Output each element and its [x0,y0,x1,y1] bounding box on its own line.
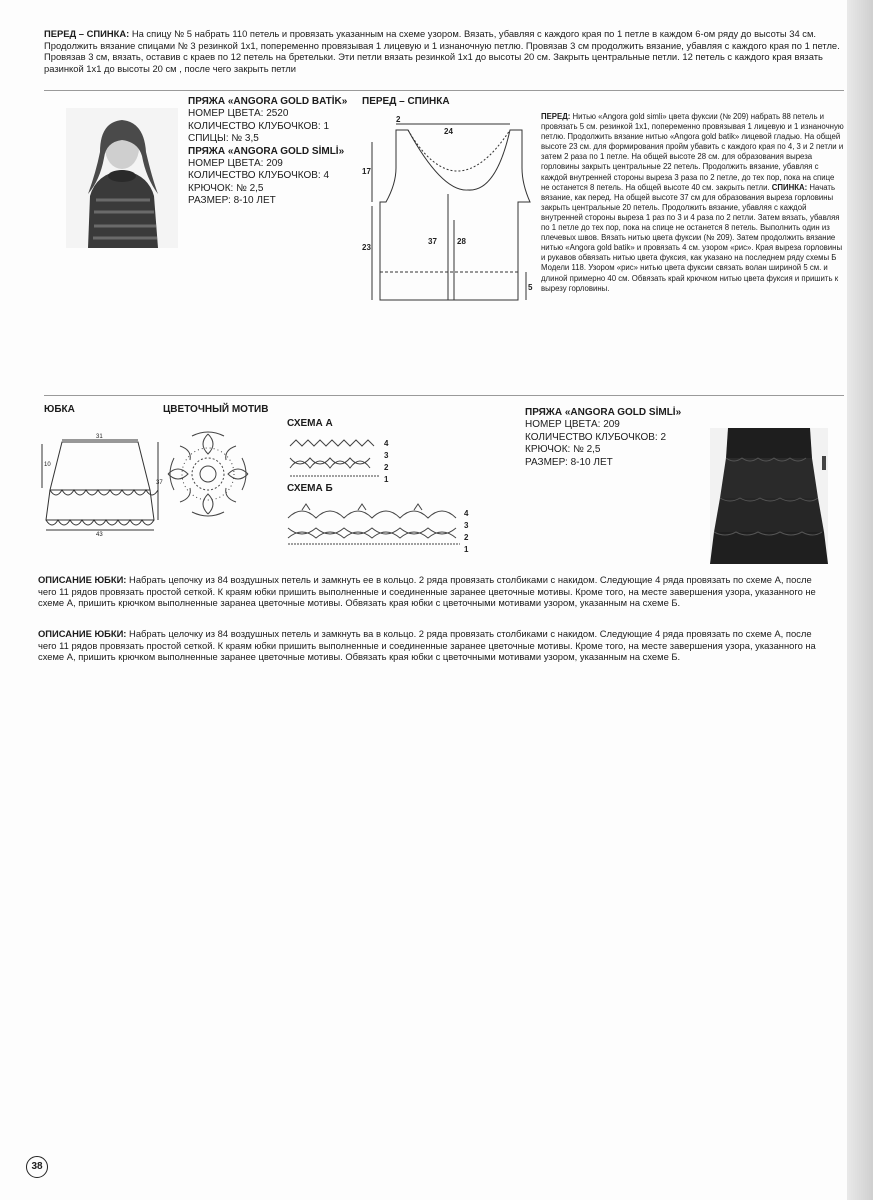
skirt-dim-10: 10 [44,462,51,468]
skirt-dim-43: 43 [96,532,103,536]
skirt-description-1 [38,574,824,609]
needle-size: СПИЦЫ: № 3,5 [188,133,259,145]
yarn2-color: НОМЕР ЦВЕТА: 209 [188,158,283,170]
skirt-dim-31: 31 [96,434,103,440]
dim-23: 23 [362,243,371,252]
size-label: РАЗМЕР: 8-10 ЛЕТ [188,195,276,207]
scheme-b-row-4: 4 [464,509,469,518]
dim-5: 5 [528,283,533,292]
yarn-spec-top [188,96,358,208]
scheme-b-title: СХЕМА Б [287,483,333,494]
skirt-dim-37: 37 [156,480,163,486]
flower-motif-diagram [164,428,252,520]
front-back-diagram-title: ПЕРЕД – СПИНКА [362,96,450,107]
photo-skirt [710,428,828,564]
back-heading: СПИНКА: [771,182,808,192]
skirt-description-2 [38,628,824,663]
skirt-desc-heading-2: ОПИСАНИЕ ЮБКИ: [38,628,127,639]
yarn2-count: КОЛИЧЕСТВО КЛУБОЧКОВ: 4 [188,170,330,182]
yarn1-count: КОЛИЧЕСТВО КЛУБОЧКОВ: 1 [188,120,330,132]
yarn-spec-skirt [525,407,695,469]
scheme-b-diagram [284,500,474,556]
scheme-b-row-3: 3 [464,521,469,530]
scheme-b-row-2: 2 [464,533,469,542]
photo-girl-top [66,108,178,248]
dim-2: 2 [396,115,401,124]
front-back-heading: ПЕРЕД – СПИНКА: [44,28,130,39]
yarn1-label: ПРЯЖА «ANGORA GOLD BATİK» [188,96,348,107]
page-edge-shadow [847,0,873,1200]
skirt-diagram [40,430,165,536]
skirt-size-label: РАЗМЕР: 8-10 ЛЕТ [525,456,613,468]
divider-mid [44,395,844,396]
front-back-instructions [541,112,845,294]
hook-size: КРЮЧОК: № 2,5 [188,182,264,194]
yarn2-label: ПРЯЖА «ANGORA GOLD SİMLİ» [188,145,345,157]
back-text: Начать вязание, как перед. На общей высоте 37 см для образования выреза горловины закрыть центральные 20 петель. Продолжить вязание, убавляя с каждой внутренней стороны выреза 1 раз по 3 и 4 раза по 2 петли. Затем вязать, убавляя по 1 петле до тех пор, пока на спице не останется 8 петель. Выполнить один из плечевых швов. Вязать нитью цвета фуксии (№ 209). Затем продолжить вязание нитью «Angora gold batik» и провязать 4 см. узором «рис». Края выреза горловины и рукавов обвязать нитью цвета фуксия, как указано на последнем ряду схемы Б Модели 118. Узором «рис» нитью цвета фуксии связать волан шириной 5 см. и длиной примерно 40 см. Обвязать край крючком нитью цвета фуксия и пришить к вырезу горловины. [541,182,843,293]
dim-17: 17 [362,167,371,176]
scheme-a-row-2: 2 [384,463,389,472]
dim-24: 24 [444,127,453,136]
front-text: Нитью «Angora gold simli» цвета фуксии (№ 209) набрать 88 петель и провязать 5 см. резинкой 1х1, попеременно провязывая 1 лицевую и 1 изнаночную петлю. Продолжить вязание нитью «Angora gold batik» лицевой гладью. На общей высоте 23 см. для формирования пройм убавить с каждого края по 4, 3 и 2 петли и затем 2 раза по 1 петле. На общей высоте 28 см. для образования выреза горловины закрыть центральные 22 петель. Продолжить вязание, убавляя с каждой внутренней стороны выреза 3 раза по 2 петле, до тех пор, пока на спице не останется 8 петель. На общей высоте 40 см. закрыть петли. [541,112,844,192]
scheme-a-row-1: 1 [384,475,389,484]
divider-top [44,90,844,91]
skirt-yarn-count: КОЛИЧЕСТВО КЛУБОЧКОВ: 2 [525,431,667,443]
skirt-desc-text-1: Набрать цепочку из 84 воздушных петель и замкнуть ее в кольцо. 2 ряда провязать столбиками с накидом. Следующие 4 ряда провязать по схеме А, после чего 11 рядов провязать простой сеткой. К краям юбки пришить выполненные и соединенные заранее цветочные мотивы. Кроме того, на месте завершения узора, указанного не схеме А, пришить крючком выполненные заранеа цветочные мотивы. Обвязать края юбки с цветочными мотивами узором, указанным на схеме Б. [38,574,816,609]
yarn1-color: НОМЕР ЦВЕТА: 2520 [188,108,289,120]
scheme-a-title: СХЕМА А [287,418,333,429]
skirt-title: ЮБКА [44,404,75,415]
front-back-diagram [360,112,536,312]
dim-37: 37 [428,237,437,246]
front-back-text: На спицу № 5 набрать 110 петель и провязать указанным на схеме узором. Вязать, убавляя с каждого края по 1 петле в каждом 6-ом ряду до высоты 34 см. Продолжить вязание спицами № 3 резинкой 1х1, попеременно провязывая 1 лицевую и 1 изнаночную петлю. Провязав 3 см продолжить вязание, убавляя с каждого края по 1 петле. Провязав 3 см, вязать, оставив с краев по 12 петель на бретельки. Эти петли вязать резинкой 1х1 до высоты 20 см. Закрыть центральные петли. 12 петель с каждого края вязать разинкой 1х1 до высоты 20 см , после чего закрыть петли [44,28,840,74]
front-heading: ПЕРЕД: [541,112,571,121]
scheme-a-diagram [284,434,394,484]
front-back-paragraph [44,28,844,74]
scheme-a-row-4: 4 [384,439,389,448]
dim-28: 28 [457,237,466,246]
skirt-yarn-color: НОМЕР ЦВЕТА: 209 [525,419,620,431]
skirt-yarn-label: ПРЯЖА «ANGORA GOLD SİMLİ» [525,407,682,418]
flower-motif-title: ЦВЕТОЧНЫЙ МОТИВ [163,404,269,415]
page-number: 38 [26,1156,48,1178]
scheme-a-row-3: 3 [384,451,389,460]
scheme-b-row-1: 1 [464,545,469,554]
skirt-desc-heading-1: ОПИСАНИЕ ЮБКИ: [38,574,127,585]
skirt-hook-size: КРЮЧОК: № 2,5 [525,444,601,456]
skirt-desc-text-2: Набрать целочку из 84 воздушных петель и замкнуть ва в кольцо. 2 ряда провязать столбиками с накидом. Следующие 4 ряда провязать по схеме А, после чего 11 рядов провязать простой сеткой. К краям юбки пришить выполненные и соединенные заранее цветочные мотивы. Кроме того, на месте завершения узора, указанного на схеме А, пришить крючком выполненные заранее цветочные мотивы. Обвязать края юбки с цветочными мотивами узором, указанным на схеме Б. [38,628,816,663]
